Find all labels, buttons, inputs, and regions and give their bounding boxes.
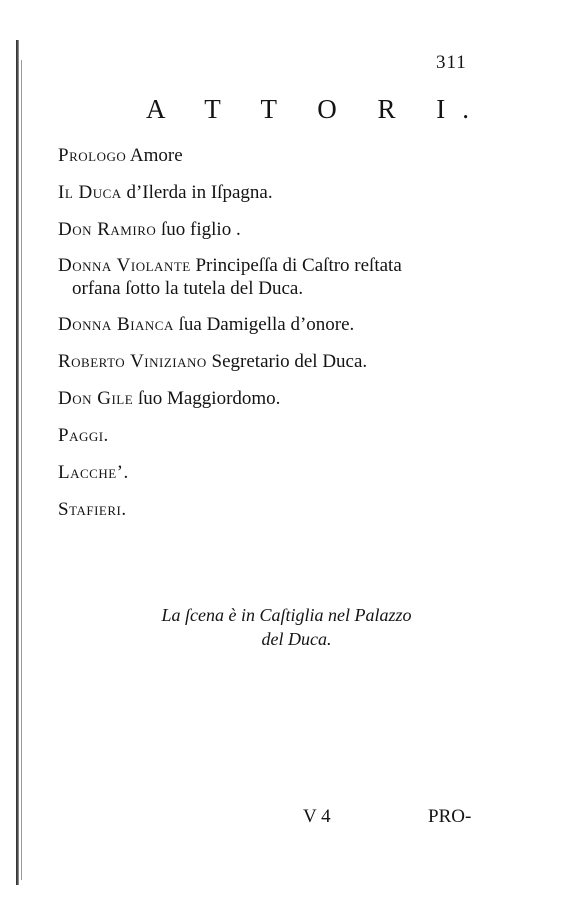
scene-setting-line: del Duca. [261,629,332,649]
cast-entry [58,180,508,205]
character-name: Prologo [58,145,127,166]
scene-setting [0,603,573,651]
page-title: A T T O R I. [146,94,487,124]
character-description: ſuo Maggiordomo. [133,388,281,409]
cast-entry [58,349,508,374]
page-binding-shadow [21,60,22,880]
character-description: ſua Damigella d’onore. [173,314,355,335]
character-description-continued: orfana ſotto la tutela del Duca. [72,278,304,299]
character-name: Lacche’. [58,462,129,483]
character-description: Segretario del Duca. [206,351,368,372]
cast-entry [58,497,508,522]
cast-entry [58,386,508,411]
character-name: Donna Bianca [58,314,174,335]
cast-entry [58,312,508,337]
character-name: Roberto Viniziano [58,351,207,372]
page-binding-edge [16,40,19,885]
character-name: Don Ramiro [58,219,157,240]
character-name: Donna Violante [58,255,191,276]
page-number: 311 [436,52,467,73]
character-description: Amore [126,145,183,166]
signature-mark: V 4 [303,806,331,827]
cast-list [58,143,508,534]
character-description: ſuo figlio . [156,219,241,240]
cast-entry [58,460,508,485]
character-name: Don Gile [58,388,134,409]
character-description: d’Ilerda in Iſpagna. [121,182,273,203]
cast-entry [58,254,508,300]
cast-entry [58,217,508,242]
cast-entry [58,423,508,448]
character-description: Principeſſa di Caſtro reſtata [190,255,402,276]
character-name: Il Duca [58,182,122,203]
scene-setting-line: La ſcena è in Caſtiglia nel Palazzo [161,605,412,625]
cast-entry [58,143,508,168]
catchword: PRO- [428,806,472,827]
character-name: Stafieri. [58,499,127,520]
character-name: Paggi. [58,425,109,446]
